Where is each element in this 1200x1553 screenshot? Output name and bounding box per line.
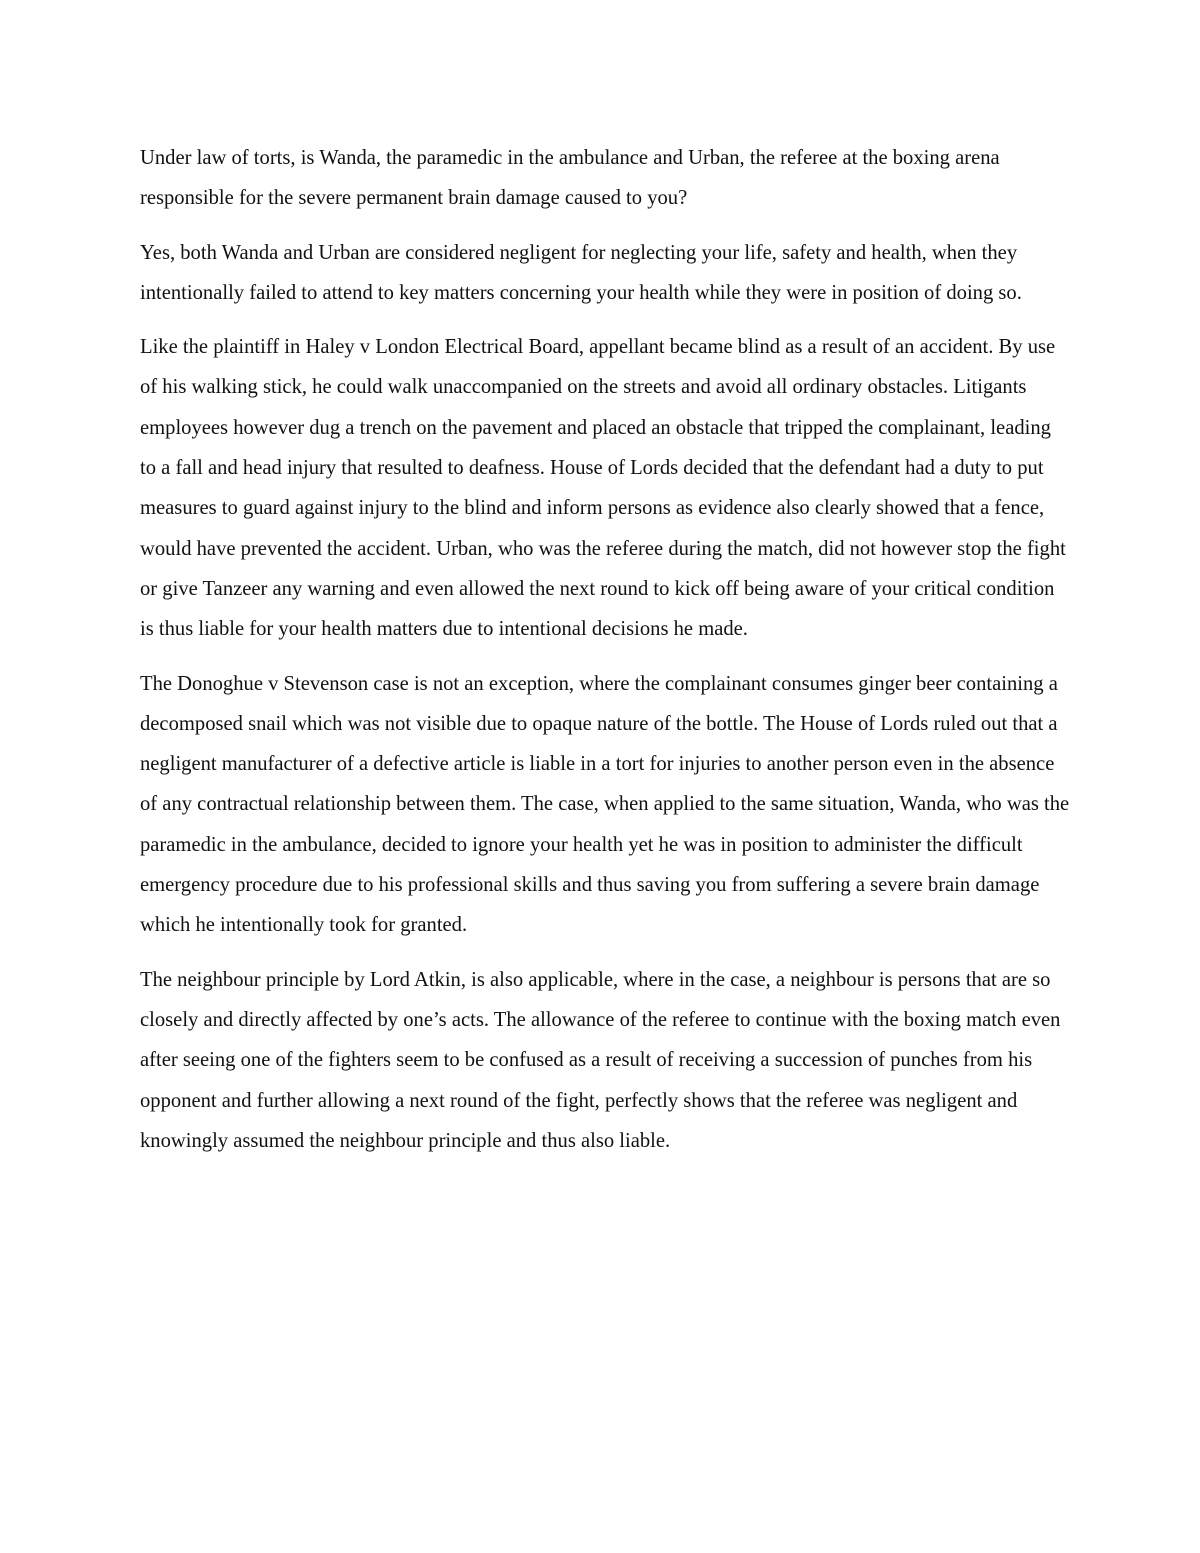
paragraph-answer: Yes, both Wanda and Urban are considered negligent for neglecting your life, safety and health, when they intentionally failed to attend to key matters concerning your health while they were in position of doing so. [140,241,1022,304]
paragraph-question: Under law of torts, is Wanda, the paramedic in the ambulance and Urban, the referee at the boxing arena responsible for the severe permanent brain damage caused to you? [140,147,1000,210]
paragraph-neighbour-principle: The neighbour principle by Lord Atkin, is also applicable, where in the case, a neighbour is persons that are so closely and directly affected by one’s acts. The allowance of the referee to continue with the boxing match even after seeing one of the fighters seem to be confused as a result of receiving a succession of punches from his opponent and further allowing a next round of the fight, perfectly shows that the referee was negligent and knowingly assumed the neighbour principle and thus also liable. [140,968,1061,1152]
paragraph-donoghue-case: The Donoghue v Stevenson case is not an exception, where the complainant consumes ginger beer containing a decomposed snail which was not visible due to opaque nature of the bottle. The House of Lords ruled out that a negligent manufacturer of a defective article is liable in a tort for injuries to another person even in the absence of any contractual relationship between them. The case, when applied to the same situation, Wanda, who was the paramedic in the ambulance, decided to ignore your health yet he was in position to administer the difficult emergency procedure due to his professional skills and thus saving you from suffering a severe brain damage which he intentionally took for granted. [140,672,1070,937]
document-body [140,138,1070,1175]
paragraph-haley-case: Like the plaintiff in Haley v London Electrical Board, appellant became blind as a result of an accident. By use of his walking stick, he could walk unaccompanied on the streets and avoid all ordinary obstacles. Litigants employees however dug a trench on the pavement and placed an obstacle that tripped the complainant, leading to a fall and head injury that resulted to deafness. House of Lords decided that the defendant had a duty to put measures to guard against injury to the blind and inform persons as evidence also clearly showed that a fence, would have prevented the accident. Urban, who was the referee during the match, did not however stop the fight or give Tanzeer any warning and even allowed the next round to kick off being aware of your critical condition is thus liable for your health matters due to intentional decisions he made. [140,336,1066,641]
